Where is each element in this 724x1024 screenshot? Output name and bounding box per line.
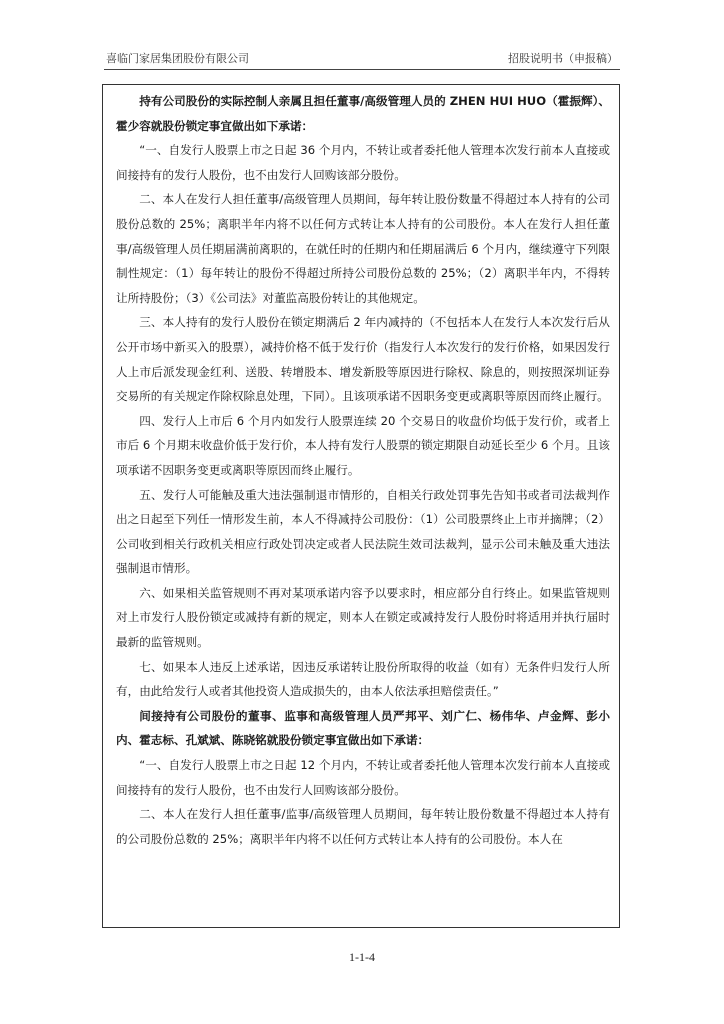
section-heading-2: 间接持有公司股份的董事、监事和高级管理人员严邦平、刘广仁、杨伟华、卢金辉、彭小内、霍志标、孔斌斌、陈晓铭就股份锁定事宜做出如下承诺： (116, 708, 610, 748)
paragraph-7: 七、如果本人违反上述承诺，因违反承诺转让股份所取得的收益（如有）无条件归发行人所有，由此给发行人或者其他投资人造成损失的，由本人依法承担赔偿责任。” (116, 659, 610, 699)
paragraph-4: 四、发行人上市后 6 个月内如发行人股票连续 20 个交易日的收盘价均低于发行价，或者上市后 6 个月期末收盘价低于发行价，本人持有发行人股票的锁定期限自动延长至少 6 个月。且该项承诺不因职务变更或离职等原因而终止履行。 (116, 413, 610, 477)
paragraph-2: 二、本人在发行人担任董事/高级管理人员期间，每年转让股份数量不得超过本人持有的公司股份总数的 25%；离职半年内将不以任何方式转让本人持有的公司股份。本人在发行人担任董事/高级管理人员任期届满前离职的，在就任时的任期内和任期届满后 6 个月内，继续遵守下列限制性规定：（1）每年转让的股份不得超过所持公司股份总数的 25%；（2）离职半年内，不得转让所持股份；（3）《公司法》对董监高股份转让的其他规定。 (116, 192, 610, 305)
paragraph-9: 二、本人在发行人担任董事/监事/高级管理人员期间，每年转让股份数量不得超过本人持有的公司股份总数的 25%；离职半年内将不以任何方式转让本人持有的公司股份。本人在 (116, 807, 610, 846)
header-rule (104, 69, 620, 70)
section-heading-1: 持有公司股份的实际控制人亲属且担任董事/高级管理人员的 ZHEN HUI HUO（霍振辉）、霍少容就股份锁定事宜做出如下承诺： (116, 94, 610, 133)
content-cell (116, 89, 610, 851)
paragraph-1: “一、自发行人股票上市之日起 36 个月内，不转让或者委托他人管理本次发行前本人直接或间接持有的发行人股份，也不由发行人回购该部分股份。 (116, 143, 610, 182)
paragraph-6: 六、如果相关监管规则不再对某项承诺内容予以要求时，相应部分自行终止。如果监管规则对上市发行人股份锁定或减持有新的规定，则本人在锁定或减持发行人股份时将适用并执行届时最新的监管规则。 (116, 585, 610, 650)
company-name: 喜临门家居集团股份有限公司 (106, 52, 249, 65)
content-table (102, 84, 620, 928)
paragraph-5: 五、发行人可能触及重大违法强制退市情形的，自相关行政处罚事先告知书或者司法裁判作出之日起至下列任一情形发生前，本人不得减持公司股份：（1）公司股票终止上市并摘牌；（2）公司收到相关行政机关相应行政处罚决定或者人民法院生效司法裁判，显示公司未触及重大违法强制退市情形。 (116, 487, 610, 576)
page-number: 1-1-4 (349, 950, 375, 964)
paragraph-8: “一、自发行人股票上市之日起 12 个月内，不转让或者委托他人管理本次发行前本人直接或间接持有的发行人股份，也不由发行人回购该部分股份。 (116, 758, 610, 797)
paragraph-3: 三、本人持有的发行人股份在锁定期满后 2 年内减持的（不包括本人在发行人本次发行后从公开市场中新买入的股票），减持价格不低于发行价（指发行人本次发行的发行价格，如果因发行人上市后派发现金红利、送股、转增股本、增发新股等原因进行除权、除息的，则按照深圳证券交易所的有关规定作除权除息处理，下同）。且该项承诺不因职务变更或离职等原因而终止履行。 (116, 315, 610, 404)
document-type: 招股说明书（申报稿） (508, 52, 618, 65)
page-header (104, 48, 620, 68)
